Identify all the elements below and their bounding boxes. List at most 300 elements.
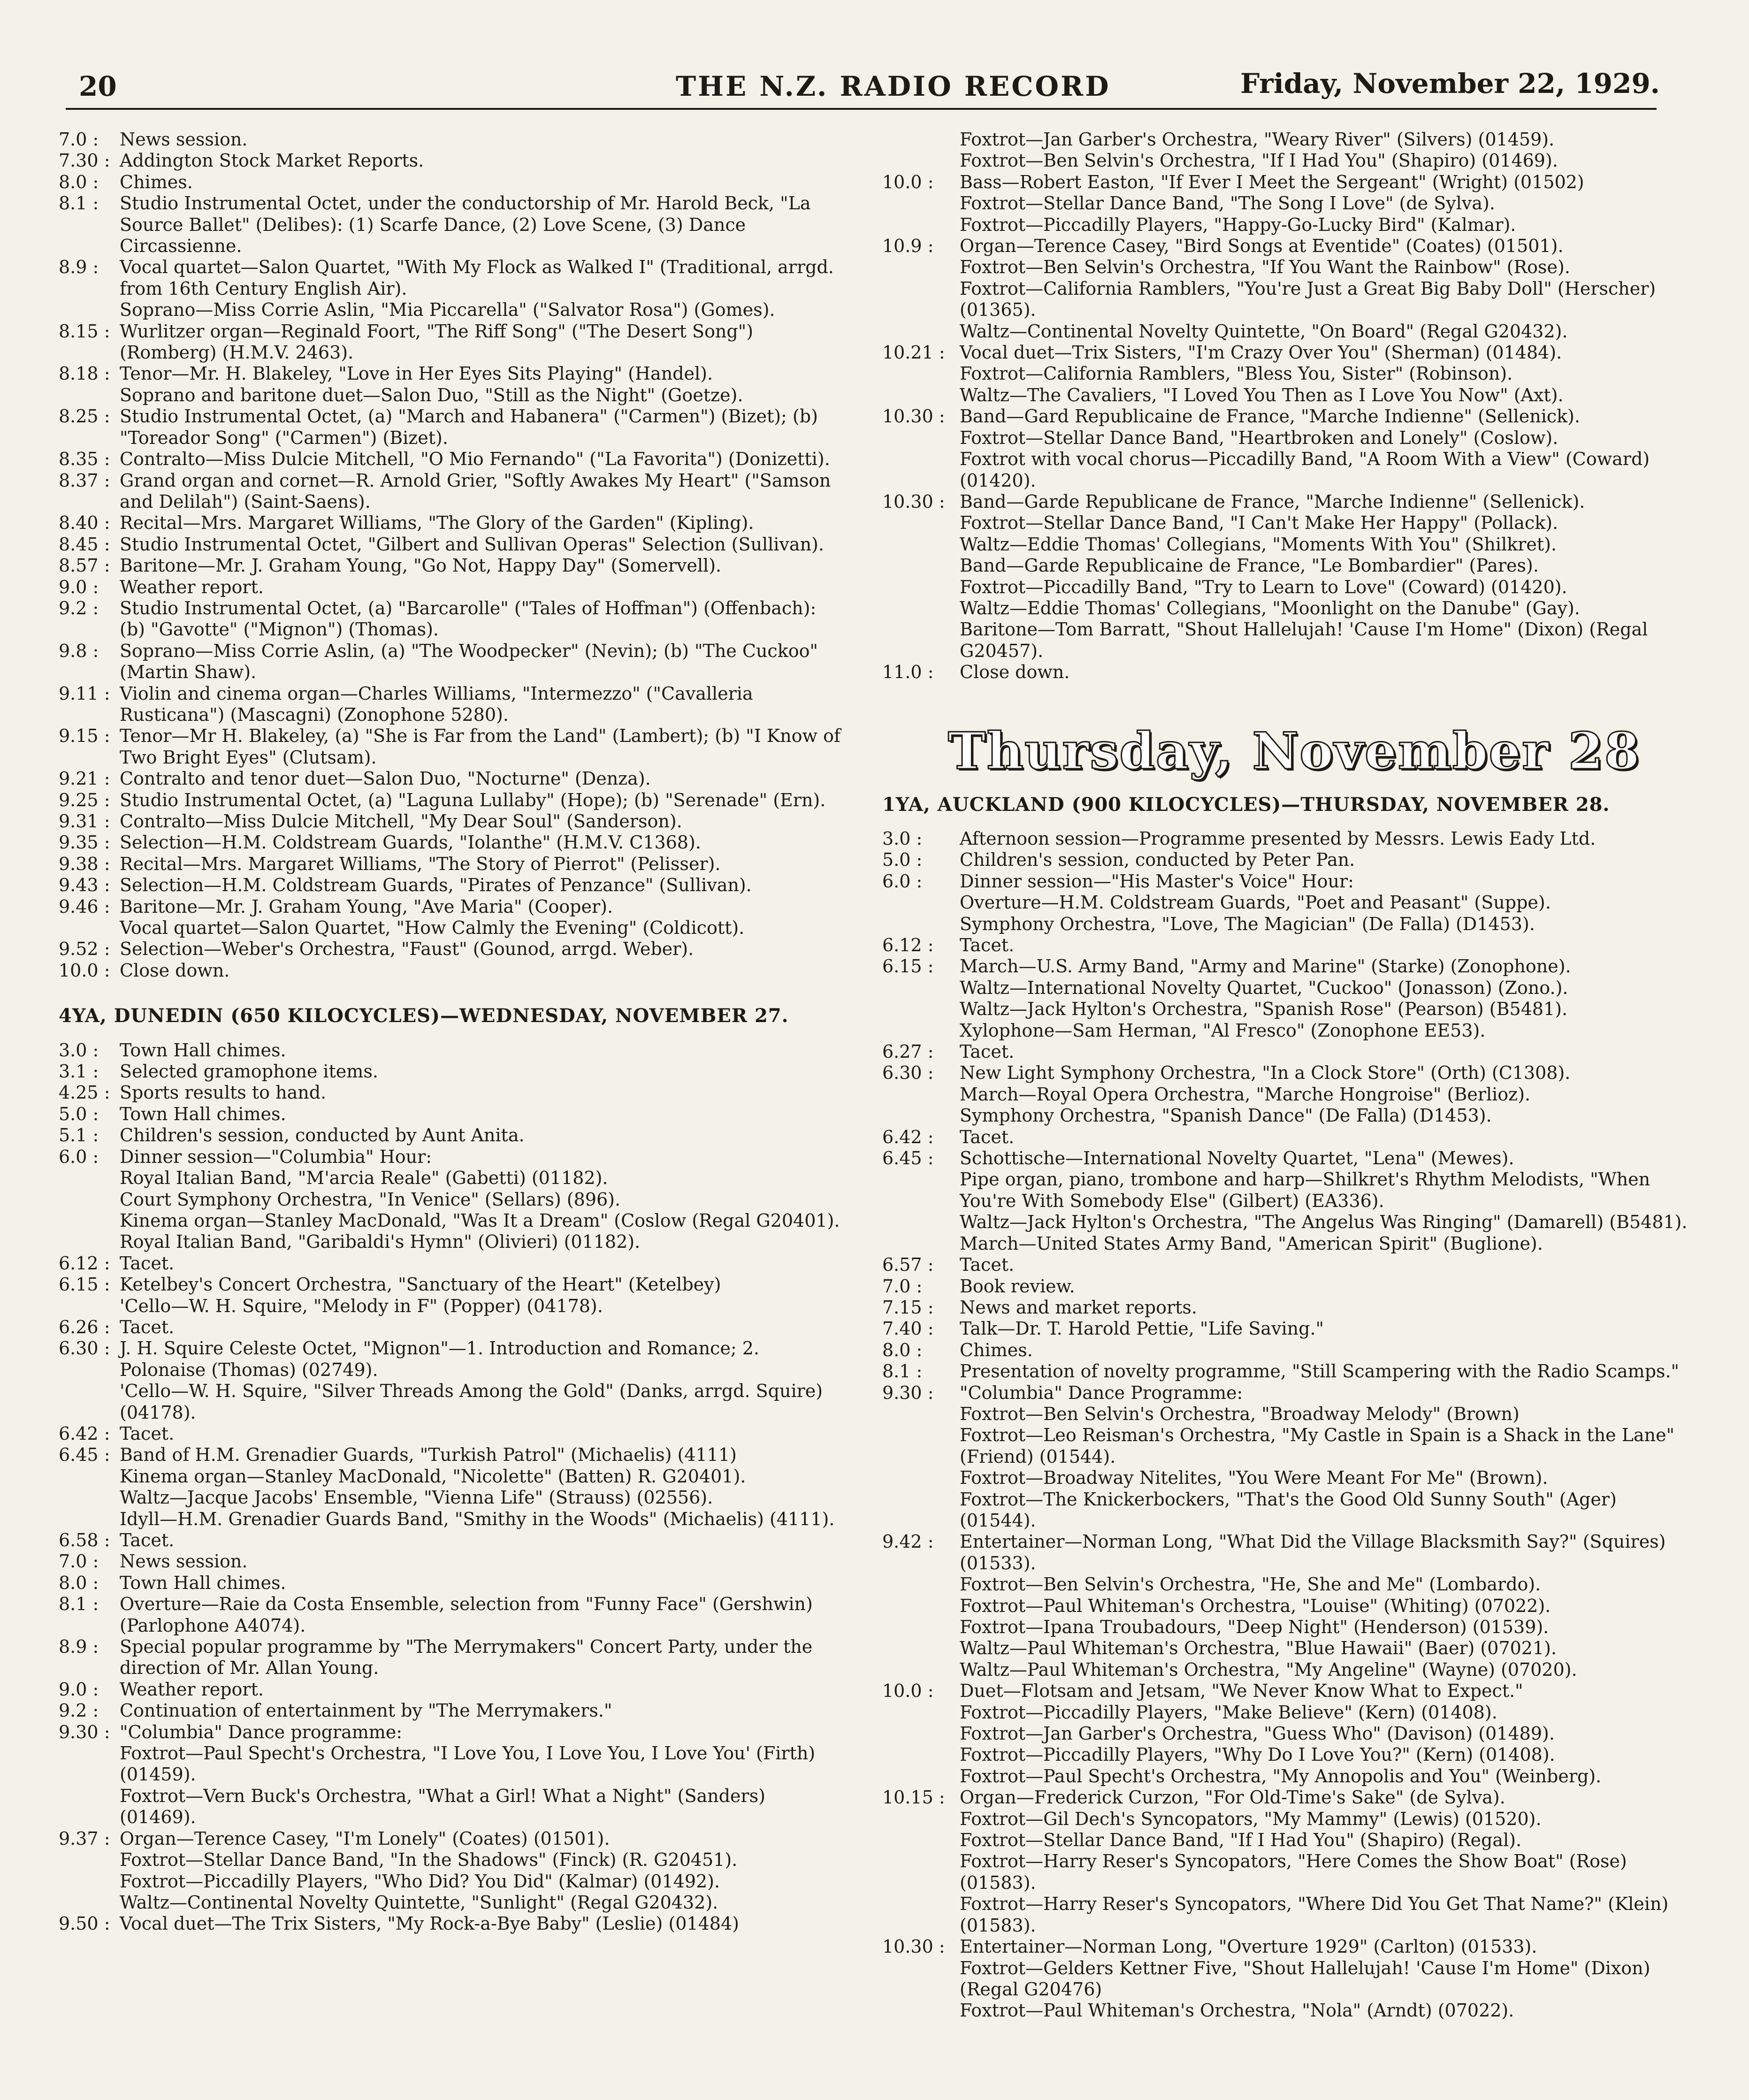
- program-entry: [59, 1125, 847, 1146]
- entry-time: 9.8 :: [59, 640, 99, 661]
- program-entry: [59, 299, 847, 321]
- entry-time: [59, 1509, 120, 1530]
- entry-time: [882, 150, 960, 171]
- entry-text: Foxtrot—Stellar Dance Band, "The Song I Love" (de Sylva).: [960, 193, 1495, 214]
- entry-text: March—U.S. Army Band, "Army and Marine" (Starke) (Zonophone).: [960, 956, 1571, 977]
- program-entry: [59, 1487, 847, 1508]
- entry-time: 8.0 :: [59, 171, 99, 192]
- entry-time: [59, 299, 120, 321]
- entry-time: 9.0 :: [59, 576, 99, 597]
- program-entry: [882, 1062, 1689, 1084]
- entry-time: [882, 1958, 960, 2001]
- entry-time: 10.30 :: [882, 1936, 945, 1957]
- entry-text: Foxtrot—Ben Selvin's Orchestra, "Broadway Melody" (Brown): [960, 1403, 1520, 1424]
- entry-time: [882, 1809, 960, 1830]
- program-entry: [59, 1913, 847, 1934]
- entry-text: Duet—Flotsam and Jetsam, "We Never Know What to Expect.": [960, 1680, 1523, 1702]
- entry-text: Continuation of entertainment by "The Merrymakers.": [120, 1700, 612, 1721]
- entry-text: Foxtrot—Broadway Nitelites, "You Were Meant For Me" (Brown).: [960, 1467, 1548, 1489]
- program-entry: [59, 555, 847, 576]
- program-entry: [882, 977, 1689, 999]
- entry-text: Organ—Terence Casey, "Bird Songs at Eventide" (Coates) (01501).: [960, 236, 1564, 257]
- entry-text: News session.: [120, 129, 248, 150]
- program-entry: [59, 470, 847, 513]
- program-entry: [882, 1659, 1689, 1680]
- entry-text: Town Hall chimes.: [120, 1039, 286, 1061]
- entry-text: Organ—Terence Casey, "I'm Lonely" (Coates) (01501).: [120, 1828, 610, 1849]
- entry-text: Court Symphony Orchestra, "In Venice" (Sellars) (896).: [120, 1189, 621, 1210]
- entry-text: Vocal quartet—Salon Quartet, "With My Flock as Walked I" (Traditional, arrgd. from 16th Century English Air).: [120, 257, 834, 299]
- entry-text: Tenor—Mr H. Blakeley, (a) "She is Far from the Land" (Lambert); (b) "I Know of Two Bright Eyes" (Clutsam).: [120, 725, 841, 768]
- program-entry: [882, 257, 1689, 278]
- entry-time: [882, 598, 960, 619]
- entry-time: 7.40 :: [882, 1318, 934, 1339]
- entry-time: [882, 1894, 960, 1936]
- entry-time: [882, 1744, 960, 1765]
- program-entry: [882, 342, 1689, 363]
- entry-text: March—United States Army Band, "American Spirit" (Buglione).: [960, 1233, 1543, 1254]
- program-entry: [59, 1040, 847, 1061]
- auckland-program: [882, 828, 1689, 2022]
- christchurch-program: [59, 129, 847, 981]
- entry-text: Foxtrot—Stellar Dance Band, "If I Had You" (Shapiro) (Regal).: [960, 1830, 1522, 1851]
- entry-time: 9.43 :: [59, 875, 110, 896]
- entry-time: 8.9 :: [59, 1636, 99, 1657]
- program-entry: [882, 150, 1689, 171]
- program-entry: [59, 1444, 847, 1466]
- entry-time: [59, 385, 120, 406]
- entry-text: Selection—Weber's Orchestra, "Faust" (Gounod, arrgd. Weber).: [120, 939, 694, 960]
- program-entry: [59, 1296, 847, 1317]
- entry-time: [882, 1404, 960, 1425]
- entry-text: Foxtrot—Leo Reisman's Orchestra, "My Castle in Spain is a Shack in the Lane" (Friend) (01544).: [960, 1425, 1675, 1467]
- entry-text: Tacet.: [960, 1126, 1015, 1147]
- entry-text: Foxtrot—Harry Reser's Syncopators, "Where Did You Get That Name?" (Klein) (01583).: [960, 1894, 1669, 1936]
- entry-time: 9.15 :: [59, 725, 110, 747]
- right-column: [882, 129, 1689, 2022]
- entry-time: 9.46 :: [59, 896, 110, 917]
- program-entry: [59, 1274, 847, 1295]
- entry-text: Idyll—H.M. Grenadier Guards Band, "Smithy in the Woods" (Michaelis) (4111).: [120, 1508, 835, 1529]
- entry-time: [882, 1659, 960, 1680]
- program-entry: [59, 811, 847, 832]
- entry-text: Foxtrot—Ben Selvin's Orchestra, "He, She and Me" (Lombardo).: [960, 1574, 1541, 1595]
- entry-text: Tenor—Mr. H. Blakeley, "Love in Her Eyes Sits Playing" (Handel).: [120, 363, 713, 384]
- entry-text: Tacet.: [120, 1316, 175, 1337]
- entry-time: 3.0 :: [882, 828, 923, 849]
- program-entry: [59, 875, 847, 896]
- entry-time: [59, 1210, 120, 1231]
- entry-time: 10.0 :: [59, 960, 110, 981]
- program-entry: [882, 1766, 1689, 1787]
- entry-time: 8.57 :: [59, 555, 110, 576]
- entry-time: 6.0 :: [882, 871, 923, 892]
- entry-text: Royal Italian Band, "M'arcia Reale" (Gabetti) (01182).: [120, 1168, 608, 1189]
- entry-text: Studio Instrumental Octet, (a) "March and Habanera" ("Carmen") (Bizet); (b) "Toreador Song" ("Carmen") (Bizet).: [120, 406, 818, 448]
- entry-time: [882, 914, 960, 935]
- entry-text: Dinner session—"His Master's Voice" Hour:: [960, 871, 1354, 892]
- program-entry: [882, 1489, 1689, 1532]
- program-entry: [59, 512, 847, 534]
- program-entry: [59, 257, 847, 299]
- entry-time: [882, 1766, 960, 1787]
- program-entry: [882, 1809, 1689, 1830]
- program-entry: [882, 577, 1689, 598]
- entry-time: 6.42 :: [59, 1423, 110, 1444]
- entry-text: Symphony Orchestra, "Love, The Magician" (De Falla) (D1453).: [960, 913, 1535, 934]
- entry-time: 9.25 :: [59, 789, 110, 810]
- entry-time: [882, 555, 960, 576]
- entry-text: Foxtrot—Stellar Dance Band, "In the Shadows" (Finck) (R. G20451).: [120, 1849, 738, 1871]
- entry-text: Foxtrot—California Ramblers, "You're Just a Great Big Baby Doll" (Herscher) (01365).: [960, 278, 1656, 321]
- entry-time: 9.2 :: [59, 1700, 99, 1721]
- entry-time: [882, 1851, 960, 1894]
- entry-text: Waltz—The Cavaliers, "I Loved You Then as I Love You Now" (Axt).: [960, 384, 1564, 405]
- entry-text: Foxtrot—Piccadilly Players, "Who Did? You Did" (Kalmar) (01492).: [120, 1871, 720, 1892]
- entry-text: Waltz—Eddie Thomas' Collegians, "Moonlight on the Danube" (Gay).: [960, 597, 1580, 619]
- program-entry: [59, 449, 847, 470]
- program-entry: [59, 1530, 847, 1551]
- entry-time: [882, 977, 960, 999]
- entry-time: [882, 1596, 960, 1617]
- entry-text: New Light Symphony Orchestra, "In a Clock Store" (Orth) (C1308).: [960, 1062, 1571, 1084]
- entry-text: Foxtrot—Ipana Troubadours, "Deep Night" (Henderson) (01539).: [960, 1617, 1549, 1637]
- entry-time: 4.25 :: [59, 1082, 110, 1103]
- program-entry: [882, 1105, 1689, 1126]
- entry-time: 6.12 :: [882, 935, 934, 955]
- entry-text: Baritone—Tom Barratt, "Shout Hallelujah! 'Cause I'm Home" (Dixon) (Regal G20457).: [960, 619, 1648, 661]
- entry-text: Close down.: [120, 960, 230, 981]
- program-entry: [59, 534, 847, 555]
- entry-text: Foxtrot—Ben Selvin's Orchestra, "If You Want the Rainbow" (Rose).: [960, 257, 1570, 278]
- program-entry: [882, 1233, 1689, 1254]
- entry-time: [59, 1189, 120, 1210]
- program-entry: [882, 1127, 1689, 1148]
- entry-time: 9.42 :: [882, 1531, 934, 1552]
- entry-time: 5.1 :: [59, 1125, 99, 1146]
- entry-text: Book review.: [960, 1275, 1075, 1297]
- entry-text: Foxtrot—Jan Garber's Orchestra, "Guess Who" (Davison) (01489).: [960, 1723, 1555, 1744]
- program-entry: [882, 871, 1689, 892]
- entry-text: Baritone—Mr. J. Graham Young, "Go Not, Happy Day" (Somervell).: [120, 555, 722, 576]
- entry-time: [882, 619, 960, 662]
- entry-time: 8.1 :: [882, 1361, 923, 1382]
- entry-time: 8.25 :: [59, 406, 110, 427]
- entry-text: Foxtrot—Paul Whiteman's Orchestra, "Louise" (Whiting) (07022).: [960, 1595, 1551, 1616]
- entry-time: 6.45 :: [882, 1148, 934, 1169]
- entry-time: [882, 1702, 960, 1723]
- program-entry: [882, 1297, 1689, 1318]
- entry-time: 6.42 :: [882, 1126, 934, 1147]
- program-entry: [882, 1680, 1689, 1702]
- program-entry: [59, 1082, 847, 1103]
- program-entry: [882, 935, 1689, 956]
- program-entry: [59, 129, 847, 150]
- program-entry: [882, 1596, 1689, 1617]
- entry-time: [882, 892, 960, 913]
- entry-time: 9.31 :: [59, 811, 110, 832]
- program-entry: [882, 956, 1689, 977]
- entry-text: Chimes.: [960, 1339, 1033, 1360]
- entry-text: Addington Stock Market Reports.: [120, 150, 424, 171]
- entry-text: Vocal quartet—Salon Quartet, "How Calmly the Evening" (Coldicott).: [120, 917, 745, 939]
- publication-title: THE N.Z. RADIO RECORD: [676, 70, 1111, 102]
- entry-text: J. H. Squire Celeste Octet, "Mignon"—1. Introduction and Romance; 2. Polonaise (Thomas) (02749).: [120, 1338, 759, 1380]
- program-entry: [882, 491, 1689, 512]
- entry-text: Entertainer—Norman Long, "Overture 1929" (Carlton) (01533).: [960, 1936, 1537, 1957]
- program-entry: [59, 641, 847, 683]
- entry-time: [882, 1574, 960, 1595]
- entry-time: 6.26 :: [59, 1316, 110, 1337]
- entry-text: Wurlitzer organ—Reginald Foort, "The Riff Song" ("The Desert Song") (Romberg) (H.M.V. 2463).: [120, 321, 754, 363]
- program-entry: [59, 1466, 847, 1487]
- program-entry: [59, 1722, 847, 1743]
- entry-time: 9.50 :: [59, 1913, 110, 1934]
- entry-time: [882, 363, 960, 384]
- program-entry: [882, 236, 1689, 257]
- entry-text: Foxtrot—Paul Whiteman's Orchestra, "Nola" (Arndt) (07022).: [960, 2000, 1514, 2021]
- entry-text: Foxtrot—Gelders Kettner Five, "Shout Hallelujah! 'Cause I'm Home" (Dixon) (Regal G20476): [960, 1957, 1650, 2000]
- entry-text: "Columbia" Dance programme:: [120, 1721, 403, 1742]
- program-entry: [59, 1679, 847, 1700]
- program-entry: [882, 1958, 1689, 2001]
- entry-time: [882, 2000, 960, 2021]
- entry-text: Waltz—Paul Whiteman's Orchestra, "Blue Hawaii" (Baer) (07021).: [960, 1638, 1557, 1659]
- entry-text: Children's session, conducted by Peter Pan.: [960, 849, 1355, 871]
- entry-time: 8.1 :: [59, 193, 99, 214]
- entry-text: Foxtrot—Vern Buck's Orchestra, "What a Girl! What a Night" (Sanders) (01469).: [120, 1785, 765, 1828]
- entry-time: [882, 1830, 960, 1851]
- entry-time: 9.2 :: [59, 597, 99, 619]
- entry-time: 8.18 :: [59, 363, 110, 384]
- entry-text: Presentation of novelty programme, "Still Scampering with the Radio Scamps.": [960, 1361, 1680, 1382]
- entry-time: 8.45 :: [59, 534, 110, 555]
- entry-text: Kinema organ—Stanley MacDonald, "Was It a Dream" (Coslow (Regal G20401).: [120, 1210, 840, 1231]
- entry-time: [59, 1296, 120, 1317]
- program-entry: [882, 321, 1689, 342]
- program-entry: [882, 1425, 1689, 1467]
- auckland-station-heading: 1YA, AUCKLAND (900 KILOCYCLES)—THURSDAY, NOVEMBER 28.: [882, 793, 1610, 816]
- entry-text: Vocal duet—Trix Sisters, "I'm Crazy Over You" (Sherman) (01484).: [960, 342, 1562, 363]
- entry-text: Waltz—Paul Whiteman's Orchestra, "My Angeline" (Wayne) (07020).: [960, 1659, 1577, 1680]
- entry-time: 6.15 :: [59, 1274, 110, 1295]
- entry-time: 8.35 :: [59, 449, 110, 470]
- program-entry: [882, 1744, 1689, 1765]
- entry-text: Waltz—International Novelty Quartet, "Cuckoo" (Jonasson) (Zono.).: [960, 977, 1568, 998]
- program-entry: [882, 1787, 1689, 1808]
- entry-time: [882, 1425, 960, 1467]
- entry-time: [882, 1723, 960, 1744]
- entry-text: Selection—H.M. Coldstream Guards, "Iolanthe" (H.M.V. C1368).: [120, 832, 701, 853]
- entry-time: 3.1 :: [59, 1061, 99, 1082]
- entry-text: Foxtrot—Piccadilly Players, "Why Do I Love You?" (Kern) (01408).: [960, 1744, 1555, 1765]
- entry-text: 'Cello—W. H. Squire, "Melody in F" (Popper) (04178).: [120, 1295, 603, 1316]
- entry-time: 9.37 :: [59, 1828, 110, 1849]
- program-entry: [882, 1851, 1689, 1894]
- entry-text: Contralto—Miss Dulcie Mitchell, "My Dear Soul" (Sanderson).: [120, 811, 682, 832]
- entry-text: Grand organ and cornet—R. Arnold Grier, "Softly Awakes My Heart" ("Samson and Delilah") (Saint-Saens).: [120, 470, 831, 512]
- entry-text: Weather report.: [120, 1679, 264, 1700]
- entry-time: [59, 1849, 120, 1871]
- entry-text: Studio Instrumental Octet, (a) "Laguna Lullaby" (Hope); (b) "Serenade" (Ern).: [120, 789, 826, 810]
- header-rule: [66, 108, 1657, 110]
- program-entry: [59, 577, 847, 598]
- entry-time: 8.37 :: [59, 470, 110, 491]
- program-entry: [882, 385, 1689, 406]
- entry-time: [882, 1020, 960, 1041]
- entry-time: 6.15 :: [882, 956, 934, 977]
- entry-text: Pipe organ, piano, trombone and harp—Shilkret's Rhythm Melodists, "When You're With Somebody Else" (Gilbert) (EA336).: [960, 1169, 1650, 1211]
- entry-time: 8.15 :: [59, 321, 110, 342]
- entry-time: 9.35 :: [59, 832, 110, 853]
- entry-text: "Columbia" Dance Programme:: [960, 1382, 1243, 1403]
- program-entry: [882, 1830, 1689, 1851]
- entry-time: 9.21 :: [59, 768, 110, 789]
- entry-text: Recital—Mrs. Margaret Williams, "The Story of Pierrot" (Pelisser).: [120, 853, 721, 874]
- entry-time: 6.30 :: [59, 1338, 110, 1359]
- entry-time: [882, 1638, 960, 1659]
- program-entry: [882, 428, 1689, 449]
- entry-time: [882, 449, 960, 491]
- entry-text: Foxtrot with vocal chorus—Piccadilly Band, "A Room With a View" (Coward) (01420).: [960, 449, 1650, 491]
- entry-time: 10.30 :: [882, 491, 945, 512]
- entry-time: [882, 512, 960, 534]
- program-entry: [59, 1700, 847, 1721]
- entry-time: [882, 278, 960, 321]
- entry-text: Band—Garde Republicane de France, "Marche Indienne" (Sellenick).: [960, 491, 1585, 512]
- program-entry: [882, 1148, 1689, 1169]
- program-entry: [882, 849, 1689, 871]
- entry-time: 10.21 :: [882, 342, 945, 363]
- program-entry: [882, 619, 1689, 662]
- entry-text: Town Hall chimes.: [120, 1572, 286, 1593]
- entry-text: Royal Italian Band, "Garibaldi's Hymn" (Olivieri) (01182).: [120, 1231, 641, 1252]
- entry-time: 8.0 :: [59, 1572, 99, 1593]
- entry-text: Tacet.: [120, 1252, 175, 1274]
- entry-text: Foxtrot—Piccadilly Band, "Try to Learn to Love" (Coward) (01420).: [960, 576, 1567, 597]
- program-entry: [59, 832, 847, 853]
- program-entry: [59, 1168, 847, 1189]
- program-entry: [882, 172, 1689, 193]
- entry-text: Afternoon session—Programme presented by Messrs. Lewis Eady Ltd.: [960, 828, 1596, 849]
- entry-time: [59, 1871, 120, 1892]
- program-entry: [59, 1146, 847, 1168]
- entry-text: Foxtrot—Ben Selvin's Orchestra, "If I Had You" (Shapiro) (01469).: [960, 150, 1558, 171]
- entry-text: Tacet.: [120, 1530, 175, 1550]
- entry-time: 7.0 :: [59, 1551, 99, 1572]
- entry-time: 7.15 :: [882, 1297, 934, 1318]
- entry-time: 6.57 :: [882, 1254, 934, 1275]
- program-entry: [59, 172, 847, 193]
- program-entry: [882, 278, 1689, 321]
- program-entry: [59, 1253, 847, 1274]
- program-entry: [59, 193, 847, 257]
- program-entry: [882, 1276, 1689, 1297]
- program-entry: [59, 1594, 847, 1636]
- entry-text: Special popular programme by "The Merrymakers" Concert Party, under the direction of Mr. Allan Young.: [120, 1636, 813, 1679]
- entry-time: 3.0 :: [59, 1039, 99, 1061]
- dunedin-station-heading: 4YA, DUNEDIN (650 KILOCYCLES)—WEDNESDAY, NOVEMBER 27.: [59, 1005, 789, 1027]
- entry-time: [882, 214, 960, 236]
- entry-time: 9.52 :: [59, 939, 110, 960]
- program-entry: [59, 321, 847, 364]
- program-entry: [882, 1936, 1689, 1957]
- entry-time: 10.0 :: [882, 1680, 934, 1702]
- program-entry: [882, 555, 1689, 576]
- entry-text: Organ—Frederick Curzon, "For Old-Time's Sake" (de Sylva).: [960, 1787, 1505, 1808]
- program-entry: [882, 1361, 1689, 1382]
- entry-time: 10.30 :: [882, 406, 945, 427]
- program-entry: [59, 1871, 847, 1892]
- entry-time: 10.15 :: [882, 1787, 945, 1808]
- entry-text: Kinema organ—Stanley MacDonald, "Nicolette" (Batten) R. G20401).: [120, 1466, 746, 1487]
- issue-date: Friday, November 22, 1929.: [1240, 68, 1660, 99]
- entry-text: 'Cello—W. H. Squire, "Silver Threads Among the Gold" (Danks, arrgd. Squire) (04178).: [120, 1381, 823, 1423]
- entry-time: [59, 917, 120, 939]
- entry-text: Tacet.: [960, 1041, 1015, 1062]
- entry-time: [882, 1084, 960, 1105]
- program-entry: [882, 1467, 1689, 1489]
- program-entry: [59, 939, 847, 960]
- entry-text: Tacet.: [120, 1423, 175, 1444]
- entry-text: Foxtrot—Piccadilly Players, "Happy-Go-Lucky Bird" (Kalmar).: [960, 214, 1516, 235]
- program-entry: [882, 129, 1689, 150]
- program-entry: [882, 1404, 1689, 1425]
- entry-time: [882, 534, 960, 555]
- entry-time: 10.0 :: [882, 171, 934, 192]
- entry-text: Recital—Mrs. Margaret Williams, "The Glory of the Garden" (Kipling).: [120, 512, 754, 534]
- entry-time: 9.30 :: [882, 1382, 934, 1403]
- program-entry: [59, 1231, 847, 1252]
- entry-text: Band—Gard Republicaine de France, "Marche Indienne" (Sellenick).: [960, 406, 1581, 427]
- entry-text: Studio Instrumental Octet, under the conductorship of Mr. Harold Beck, "La Source Ballet" (Delibes): (1) Scarfe Dance, (2) Love Scene, (3) Dance Circassienne.: [120, 193, 811, 257]
- program-entry: [59, 1509, 847, 1530]
- entry-text: Dinner session—"Columbia" Hour:: [120, 1146, 432, 1167]
- program-entry: [59, 896, 847, 917]
- program-entry: [59, 406, 847, 449]
- entry-text: Foxtrot—Paul Specht's Orchestra, "I Love You, I Love You, I Love You' (Firth) (01459).: [120, 1743, 816, 1785]
- program-entry: [59, 683, 847, 726]
- entry-text: Talk—Dr. T. Harold Pettie, "Life Saving.": [960, 1318, 1324, 1339]
- entry-time: 7.0 :: [882, 1275, 923, 1297]
- entry-text: Foxtrot—Gil Dech's Syncopators, "My Mammy" (Lewis) (01520).: [960, 1808, 1542, 1829]
- entry-text: Tacet.: [960, 1254, 1015, 1275]
- entry-time: [59, 1168, 120, 1189]
- program-entry: [59, 1849, 847, 1871]
- program-entry: [59, 1828, 847, 1849]
- page-header: [0, 61, 1749, 113]
- entry-time: 5.0 :: [59, 1103, 99, 1124]
- entry-text: Close down.: [960, 662, 1070, 683]
- entry-text: Schottische—International Novelty Quartet, "Lena" (Mewes).: [960, 1148, 1514, 1169]
- entry-text: Soprano and baritone duet—Salon Duo, "Still as the Night" (Goetze).: [120, 384, 743, 405]
- program-entry: [882, 2000, 1689, 2021]
- entry-text: Waltz—Eddie Thomas' Collegians, "Moments With You" (Shilkret).: [960, 534, 1557, 555]
- program-entry: [59, 917, 847, 939]
- entry-time: [882, 1212, 960, 1233]
- program-entry: [59, 1381, 847, 1423]
- entry-text: Overture—H.M. Coldstream Guards, "Poet and Peasant" (Suppe).: [960, 892, 1551, 913]
- entry-text: Studio Instrumental Octet, (a) "Barcarolle" ("Tales of Hoffman") (Offenbach): (b) "Gavotte" ("Mignon") (Thomas).: [120, 597, 817, 640]
- entry-time: [882, 193, 960, 214]
- entry-text: Sports results to hand.: [120, 1082, 327, 1103]
- program-entry: [59, 790, 847, 811]
- entry-time: [882, 1617, 960, 1638]
- program-entry: [882, 1702, 1689, 1723]
- program-entry: [882, 534, 1689, 555]
- program-entry: [882, 1254, 1689, 1275]
- continued-program: [882, 129, 1689, 683]
